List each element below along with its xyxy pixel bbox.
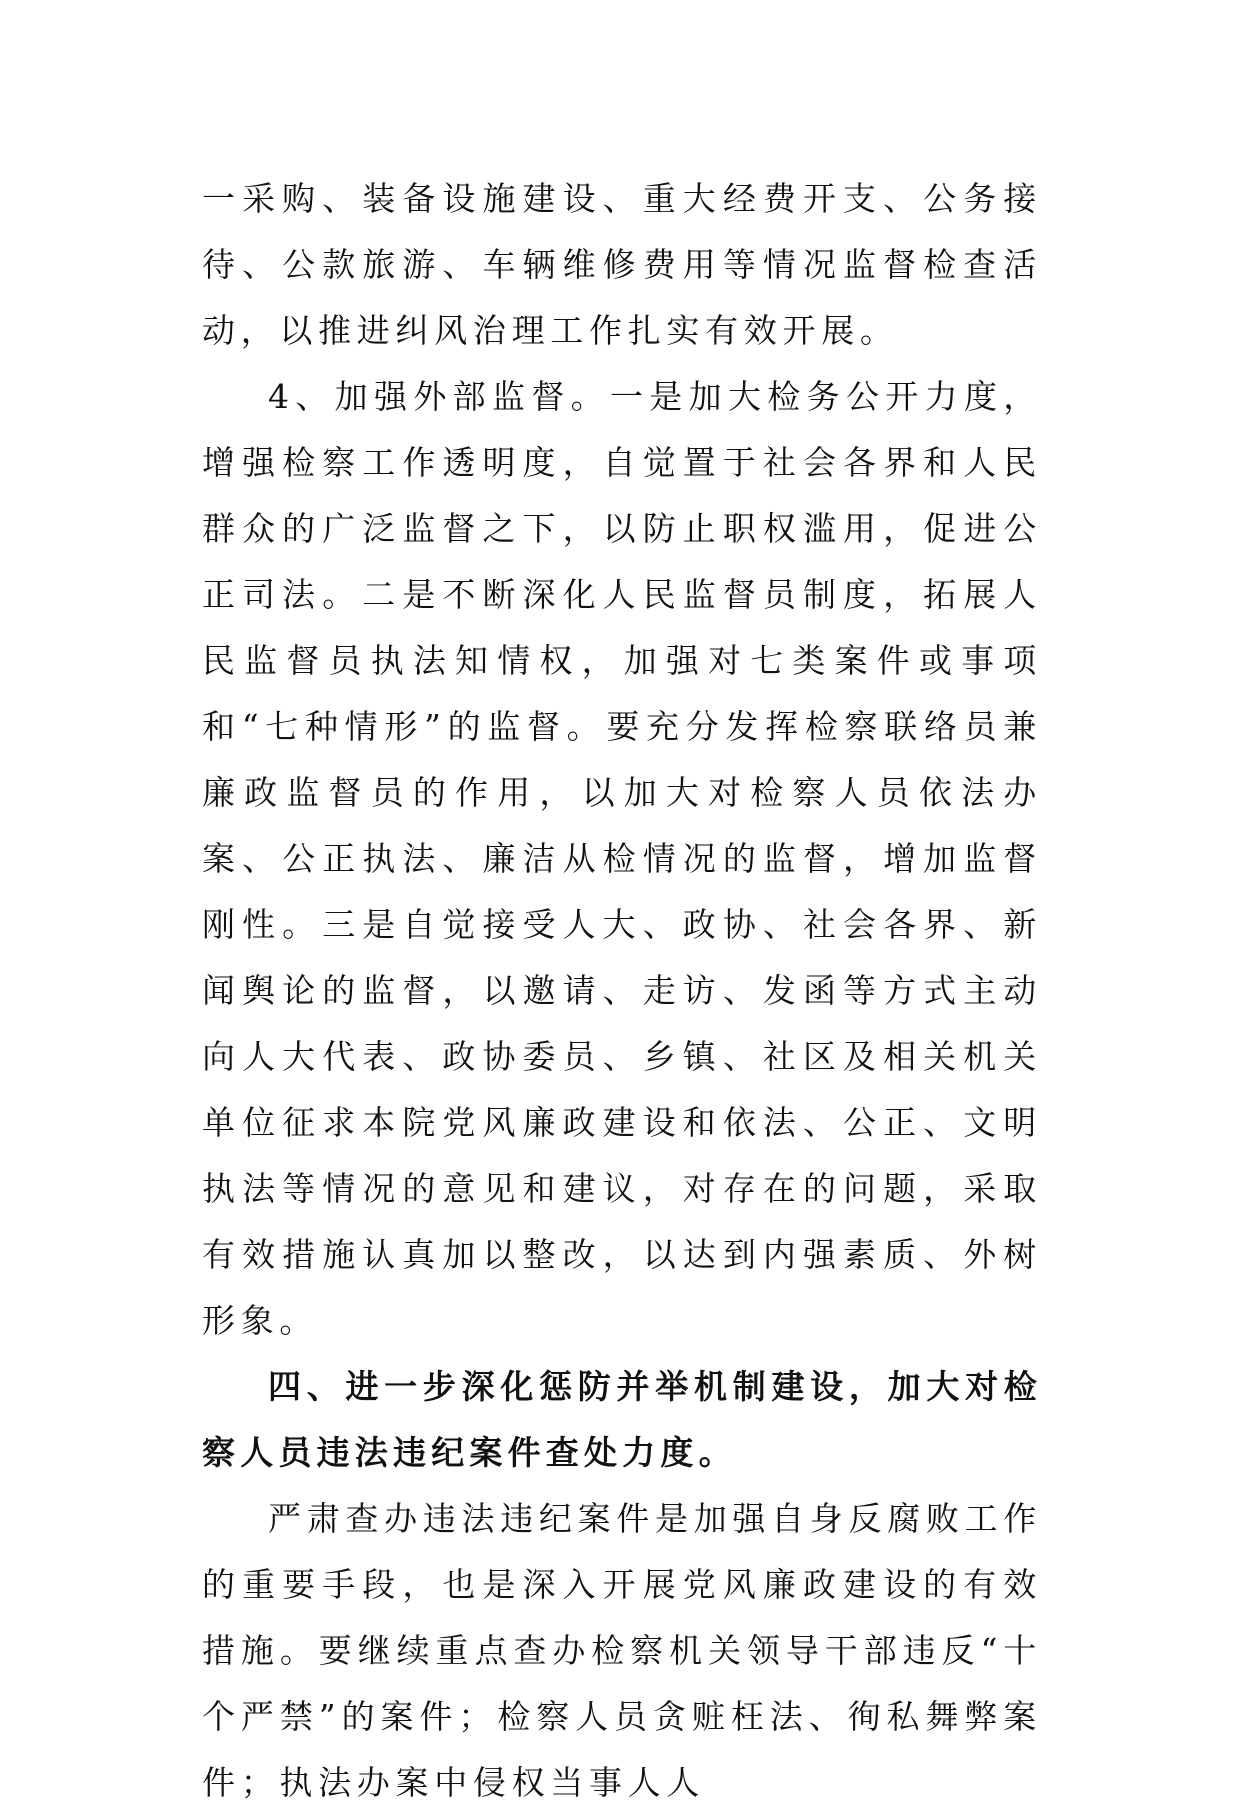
section-heading-four: 四、进一步深化惩防并举机制建设，加大对检察人员违法违纪案件查处力度。 (202, 1367, 1042, 1472)
paragraph-continuation: 一采购、装备设施建设、重大经费开支、公务接待、公款旅游、车辆维修费用等情况监督检查活动，以推进纠风治理工作扎实有效开展。 (202, 179, 1042, 350)
document-page (202, 166, 1042, 1816)
paragraph-external-supervision: 4、加强外部监督。一是加大检务公开力度，增强检察工作透明度，自觉置于社会各界和人民群众的广泛监督之下，以防止职权滥用，促进公正司法。二是不断深化人民监督员制度，拓展人民监督员执法知情权，加强对七类案件或事项和“七种情形”的监督。要充分发挥检察联络员兼廉政监督员的作用，以加大对检察人员依法办案、公正执法、廉洁从检情况的监督，增加监督刚性。三是自觉接受人大、政协、社会各界、新闻舆论的监督，以邀请、走访、发函等方式主动向人大代表、政协委员、乡镇、社区及相关机关单位征求本院党风廉政建设和依法、公正、文明执法等情况的意见和建议，对存在的问题，采取有效措施认真加以整改，以达到内强素质、外树形象。 (202, 377, 1042, 1340)
paragraph-case-investigation: 严肃查办违法违纪案件是加强自身反腐败工作的重要手段，也是深入开展党风廉政建设的有效措施。要继续重点查办检察机关领导干部违反“十个严禁”的案件；检察人员贪赃枉法、徇私舞弊案件；执法办案中侵权当事人人 (202, 1499, 1042, 1802)
